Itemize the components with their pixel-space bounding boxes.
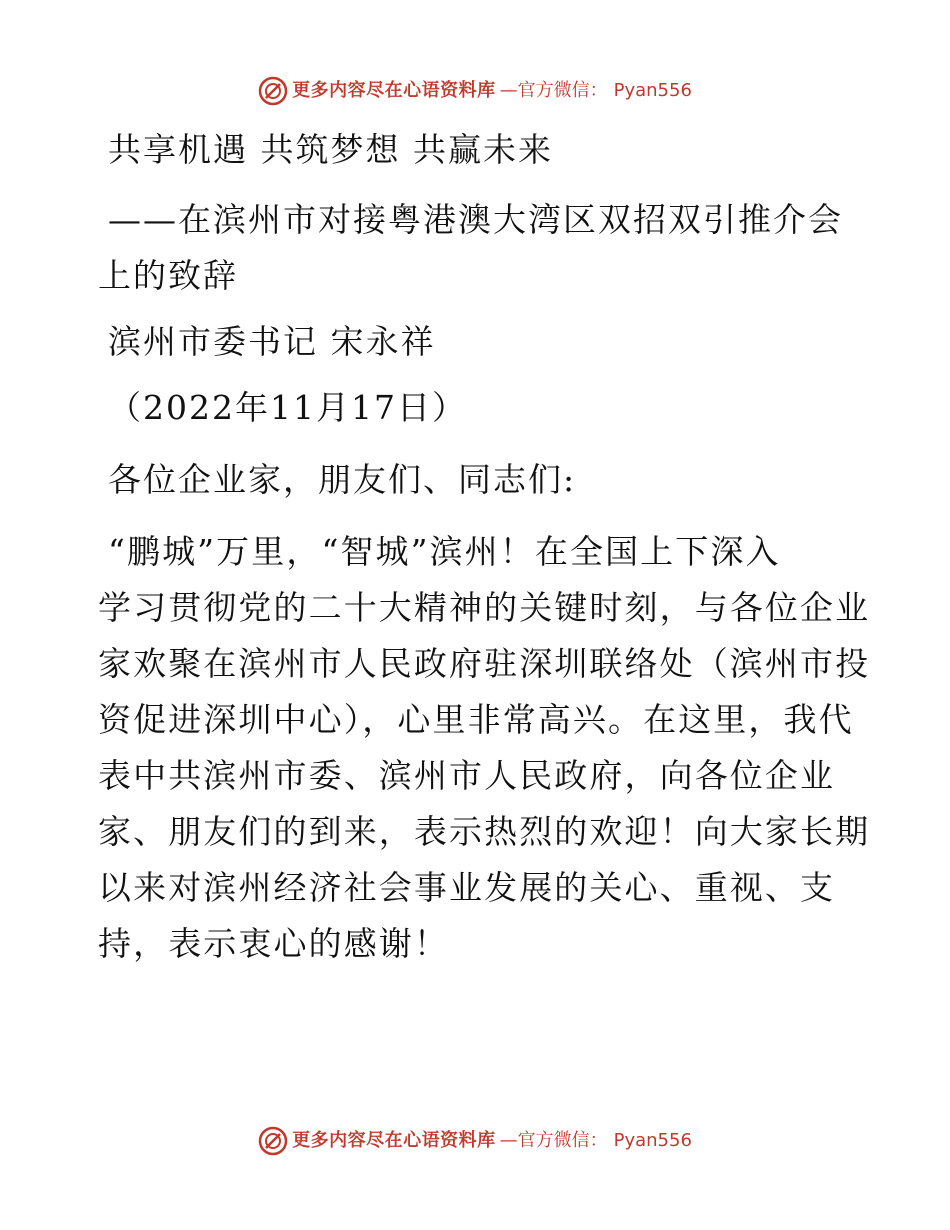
greeting-line: 各位企业家，朋友们、同志们:: [108, 460, 577, 499]
banner-lead-text: 更多内容尽在心语资料库: [292, 1130, 496, 1151]
banner-wechat-id: Pyan556: [613, 80, 692, 101]
document-title: 共享机遇 共筑梦想 共赢未来: [108, 130, 553, 169]
author-line: 滨州市委书记 宋永祥: [108, 322, 436, 361]
paragraph-line: 表中共滨州市委、滨州市人民政府，向各位企业: [98, 756, 836, 795]
paragraph-line: “鹏城”万里，“智城”滨州！在全国上下深入: [108, 532, 781, 571]
paragraph-line: 以来对滨州经济社会事业发展的关心、重视、支: [98, 868, 836, 907]
header-banner: [0, 76, 950, 106]
brand-logo-icon: [258, 1126, 288, 1156]
paragraph-line: 家、朋友们的到来，表示热烈的欢迎！向大家长期: [98, 812, 871, 851]
paragraph-line: 资促进深圳中心），心里非常高兴。在这里，我代: [98, 700, 854, 739]
banner-tail-text: —官方微信：: [499, 1130, 608, 1151]
footer-banner: [0, 1126, 950, 1156]
document-subtitle-line-1: ——在滨州市对接粤港澳大湾区双招双引推介会: [108, 200, 843, 239]
banner-lead-text: 更多内容尽在心语资料库: [292, 80, 496, 101]
banner-wechat-id: Pyan556: [613, 1130, 692, 1151]
brand-logo-icon: [258, 76, 288, 106]
body-paragraph: [98, 524, 871, 972]
date-line: （2022年11月17日）: [108, 388, 467, 427]
paragraph-line: 家欢聚在滨州市人民政府驻深圳联络处（滨州市投: [98, 644, 871, 683]
paragraph-line: 学习贯彻党的二十大精神的关键时刻，与各位企业: [98, 588, 871, 627]
document-subtitle-line-2: 上的致辞: [98, 256, 238, 295]
document-body: [98, 122, 871, 972]
banner-tail-text: —官方微信：: [499, 80, 608, 101]
paragraph-line: 持，表示衷心的感谢！: [98, 924, 449, 963]
